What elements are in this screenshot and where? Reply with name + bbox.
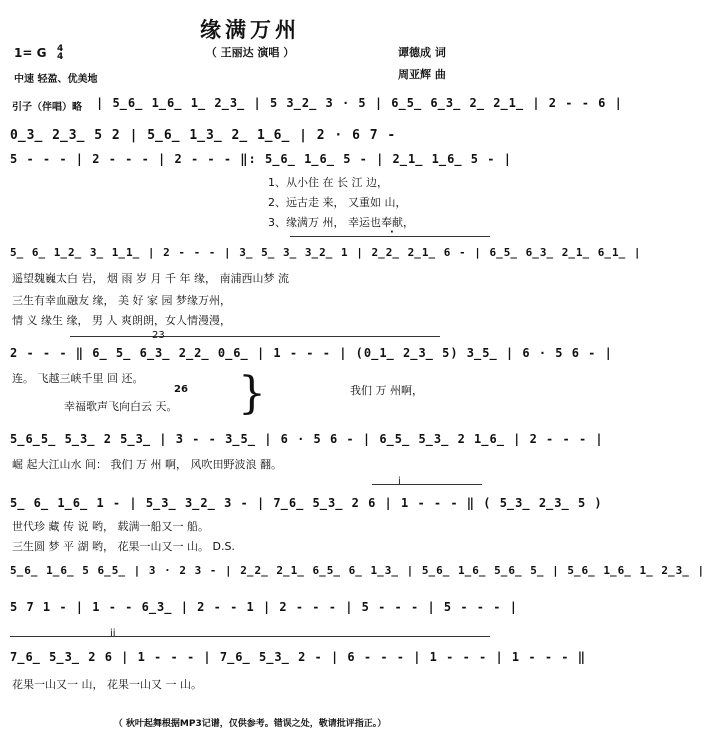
- lyric-line-3: 情 义 缘生 缘， 男 人 爽朗朗，女人情漫漫，: [12, 314, 231, 327]
- tempo-marking: 中速 轻盈、优美地: [14, 74, 98, 85]
- score-row-3: 5 - - - | 2 - - - | 2 - - - ‖: 5̲6̲ 1̲6̲ 5 - | 2̲1̲ 1̲6̲ 5 - |: [10, 152, 512, 166]
- mark-26: 26: [174, 384, 188, 395]
- score-row-4: 5̲ 6̲ 1̲2̲ 3̲ 1̲1̲ | 2 - - - | 3̲ 5̲ 3̲ 3̲2̲ 1 | 2̲2̲ 2̲1̲ 6 - | 6̲5̲ 6̲3̲ 2̲1̲ 6̲1̲ |: [10, 246, 642, 259]
- volta-line-i: [372, 484, 482, 485]
- verse-line-2: 2、远古走 来， 又重如 山，: [268, 196, 407, 209]
- lyric-line-2: 三生有幸血融友 缘， 美 好 家 园 梦缘万州，: [12, 294, 231, 307]
- brace: }: [238, 368, 266, 419]
- score-row-7: 5̲ 6̲ 1̲6̲ 1 - | 5̲3̲ 3̲2̲ 3 - | 7̲6̲ 5̲3̲ 2 6 | 1 - - - ‖ ( 5̲3̲ 2̲3̲ 5 ): [10, 496, 603, 510]
- lyric-line-1: 遥望魏巍太白 岩， 烟 雨 岁 月 千 年 缘， 南浦西山梦 流: [12, 272, 289, 285]
- verse-line-3: 3、缘满万 州， 幸运也奉献，: [268, 216, 414, 229]
- lyric-line-8: 世代珍 藏 传 说 哟， 载满一船又一 船。: [12, 520, 209, 533]
- repeat-span-line: [70, 336, 440, 337]
- segment-i: i: [398, 476, 401, 487]
- composer-credit: 周亚辉 曲: [398, 68, 446, 81]
- mark-23: 23: [152, 330, 165, 341]
- singer-credit: （ 王丽达 演唱 ）: [205, 46, 295, 59]
- score-row-2: 0̲3̲ 2̲3̲ 5 2 | 5̲6̲ 1̲3̲ 2̲ 1̲6̲ | 2 · 6 7 -: [10, 128, 397, 143]
- segment-ii: ii: [110, 628, 116, 639]
- song-title: 缘满万州: [200, 18, 300, 42]
- key-signature: 1= G: [14, 46, 47, 60]
- time-top: 4: [57, 44, 64, 54]
- lyric-line-9: 三生圆 梦 平 湖 哟， 花果一山又一 山。 D.S.: [12, 540, 235, 553]
- score-row-5: 2 - - - ‖ 6̲ 5̲ 6̲3̲ 2̲2̲ 0̲6̲ | 1 - - - | (0̲1̲ 2̲3̲ 5) 3̲5̲ | 6 · 5 6 - |: [10, 346, 613, 360]
- volta-line-ii: [10, 636, 490, 637]
- intro-label: 引子（伴唱）略: [12, 102, 82, 113]
- lyric-line-4: 连。 飞越三峡千里 回 还。: [12, 372, 144, 385]
- footer-note: （ 秋叶起舞根据MP3记谱，仅供参考。错误之处，敬请批评指正。）: [113, 719, 387, 729]
- score-row-1: | 5̲6̲ 1̲6̲ 1̲ 2̲3̲ | 5 3̲2̲ 3 · 5 | 6̲5̲ 6̲3̲ 2̲ 2̲1̲ | 2 - - 6 |: [96, 96, 623, 110]
- score-row-6: 5̲6̲5̲ 5̲3̲ 2 5̲3̲ | 3 - - 3̲5̲ | 6 · 5 6 - | 6̲5̲ 5̲3̲ 2 1̲6̲ | 2 - - - |: [10, 432, 604, 446]
- lyric-line-6: 我们 万 州啊，: [350, 384, 423, 397]
- score-row-10: 7̲6̲ 5̲3̲ 2 6 | 1 - - - | 7̲6̲ 5̲3̲ 2 - | 6 - - - | 1 - - - | 1 - - - ‖: [10, 650, 586, 664]
- score-row-9: 5 7 1 - | 1 - - 6̲3̲ | 2 - - 1 | 2 - - - | 5 - - - | 5 - - - |: [10, 600, 518, 614]
- time-signature: [57, 45, 63, 61]
- score-row-8: 5̲6̲ 1̲6̲ 5 6̲5̲ | 3 · 2 3 - | 2̲2̲ 2̲1̲ 6̲5̲ 6̲ 1̲3̲ | 5̲6̲ 1̲6̲ 5̲6̲ 5̲ | 5̲6̲ 1̲6̲ 1̲ 2̲3̲ |: [10, 564, 705, 577]
- segno-mark-top: ·: [390, 227, 394, 238]
- lyric-line-7: 崛 起大江山水 间： 我们 万 州 啊， 风吹田野波浪 翻。: [12, 458, 282, 471]
- lyricist-credit: 谭德成 词: [398, 46, 446, 59]
- lyric-line-5: 幸福歌声飞向白云 天。: [64, 400, 178, 413]
- lyric-line-10: 花果一山又一 山， 花果一山又 一 山。: [12, 678, 202, 691]
- time-bottom: 4: [57, 52, 64, 62]
- verse-line-1: 1、从小住 在 长 江 边，: [268, 176, 388, 189]
